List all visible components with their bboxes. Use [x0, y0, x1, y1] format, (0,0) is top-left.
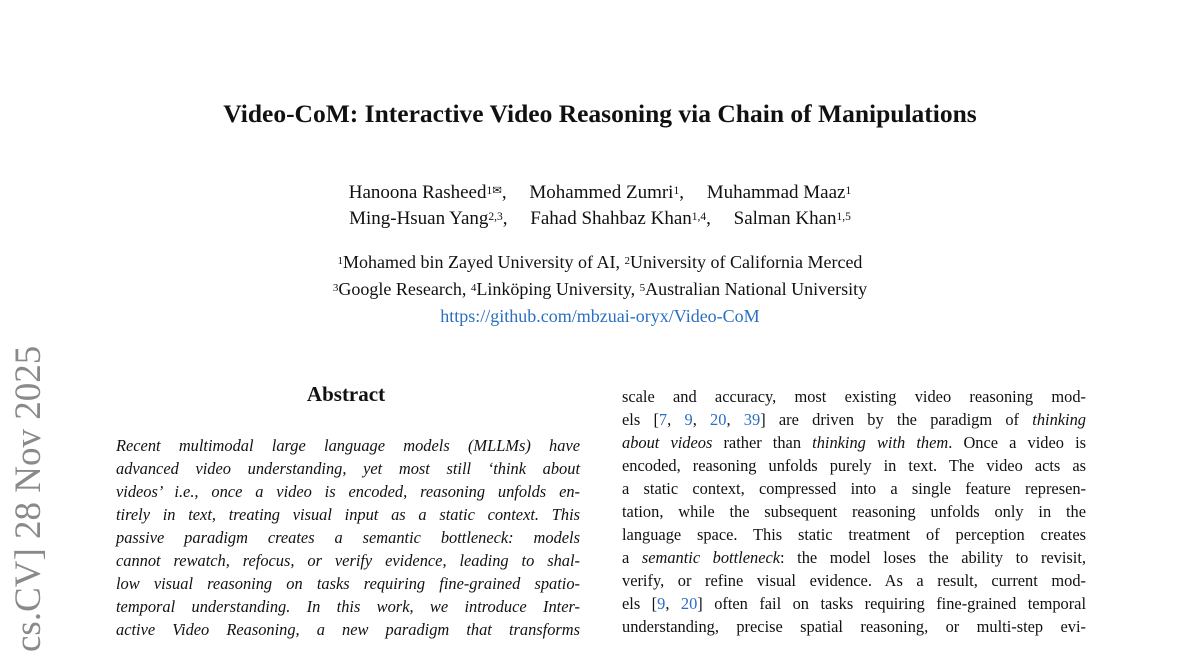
- text: els [: [622, 594, 658, 613]
- abstract-line: cannot rewatch, refocus, or verify evidence, leading to shal-: [116, 551, 580, 570]
- intro-line: encoded, reasoning unfolds purely in text. The video acts as: [622, 456, 1086, 475]
- author-affil-sup: 1,5: [836, 211, 851, 223]
- affil-sup: 5: [639, 282, 646, 294]
- affiliation: Mohamed bin Zayed University of AI,: [343, 252, 625, 272]
- emphasis: about videos: [622, 433, 713, 452]
- author-affil-sup: 2,3: [488, 211, 503, 223]
- citation-link[interactable]: 9: [684, 410, 693, 429]
- author: Hanoona Rasheed$^{1✉}$,: [348, 182, 507, 203]
- author-name: Fahad Shahbaz Khan: [530, 208, 692, 229]
- abstract-line: temporal understanding. In this work, we introduce Inter-: [116, 597, 580, 616]
- affil-sup: 2: [624, 255, 630, 267]
- author: Fahad Shahbaz Khan$^{1,4}$,: [530, 208, 711, 229]
- author: Mohammed Zumri$^1$,: [529, 182, 684, 203]
- abstract-line: Recent multimodal large language models (MLLMs) have: [116, 436, 580, 455]
- author-affil-sup: 1,4: [691, 211, 707, 223]
- author: [707, 180, 852, 206]
- intro-body: [622, 385, 1086, 638]
- affiliations-line-2: [0, 276, 1200, 303]
- abstract-line: tirely in text, treating visual input as a static context. This: [116, 505, 580, 524]
- citation-link[interactable]: 9: [657, 594, 666, 613]
- intro-line: [622, 546, 1086, 569]
- author: Ming-Hsuan Yang$^{2,3}$,: [349, 208, 508, 229]
- author-affil-sup: 1✉: [486, 185, 502, 197]
- paper-title: Video-CoM: Interactive Video Reasoning via Chain of Manipulations: [223, 99, 977, 128]
- intro-line: tation, while the subsequent reasoning unfolds only in the: [622, 502, 1086, 521]
- authors-line-2: [0, 206, 1200, 232]
- affil-sup: 3: [332, 282, 339, 294]
- abstract-body: [116, 434, 580, 641]
- citation-link[interactable]: 39: [743, 410, 761, 429]
- citation-link[interactable]: 20: [680, 594, 698, 613]
- arxiv-stamp: cs.CV] 28 Nov 2025: [8, 345, 49, 652]
- affiliations-line-1: [0, 249, 1200, 276]
- affiliation: Google Research,: [338, 279, 471, 299]
- author-name: Hanoona Rasheed: [348, 182, 487, 203]
- intro-line: scale and accuracy, most existing video reasoning mod-: [622, 387, 1086, 406]
- text: ] are driven by the paradigm of: [760, 410, 1033, 429]
- citation-link[interactable]: 20: [710, 410, 727, 429]
- text: els [: [622, 410, 659, 429]
- intro-line: els [7, 9, 20, 39] are driven by the paradigm of thinking: [622, 410, 1086, 429]
- intro-line: understanding, precise spatial reasoning, or multi-step evi-: [622, 617, 1086, 636]
- abstract-line: passive paradigm creates a semantic bottleneck: models: [116, 528, 580, 547]
- emphasis: semantic bottleneck: [641, 548, 781, 567]
- author-name: Ming-Hsuan Yang: [349, 208, 489, 229]
- intro-line: els [9, 20] often fail on tasks requiring fine-grained temporal: [622, 594, 1087, 613]
- emphasis: thinking: [1032, 410, 1086, 429]
- citation-link[interactable]: 7: [658, 410, 668, 429]
- abstract-line: low visual reasoning on tasks requiring fine-grained spatio-: [116, 574, 580, 593]
- intro-line: language space. This static treatment of perception creates: [622, 525, 1086, 544]
- author-name: Muhammad Maaz: [706, 182, 846, 203]
- abstract-line: active Video Reasoning, a new paradigm that transforms: [116, 620, 580, 639]
- intro-line: verify, or refine visual evidence. As a result, current mod-: [622, 571, 1086, 590]
- abstract-line: advanced video understanding, yet most still ‘think about: [116, 459, 580, 478]
- code-link[interactable]: https://github.com/mbzuai-oryx/Video-CoM: [440, 306, 760, 326]
- authors-line-1: [0, 180, 1200, 206]
- affil-sup: 4: [470, 282, 477, 294]
- abstract-heading: Abstract: [306, 382, 386, 406]
- affil-sup: 1: [337, 255, 344, 267]
- author: [734, 206, 851, 232]
- text: ] often fail on tasks requiring fine-grained temporal: [697, 594, 1087, 613]
- text: : the model loses the ability to revisit,: [780, 548, 1087, 567]
- text: a: [622, 548, 642, 567]
- author-affil-sup: 1: [845, 185, 852, 197]
- affiliation: Australian National University: [645, 279, 868, 299]
- author-name: Mohammed Zumri: [529, 182, 674, 203]
- intro-line: [622, 431, 1086, 454]
- affiliation: University of California Merced: [630, 252, 863, 272]
- intro-line: a static context, compressed into a single feature represen-: [622, 479, 1086, 498]
- abstract-line: videos’ i.e., once a video is encoded, reasoning unfolds en-: [116, 482, 580, 501]
- text: rather than: [712, 433, 813, 452]
- affiliation: Linköping University,: [476, 279, 640, 299]
- emphasis: thinking with them: [812, 433, 949, 452]
- text: . Once a video is: [948, 433, 1087, 452]
- author-affil-sup: 1: [673, 185, 680, 197]
- author-name: Salman Khan: [733, 208, 837, 229]
